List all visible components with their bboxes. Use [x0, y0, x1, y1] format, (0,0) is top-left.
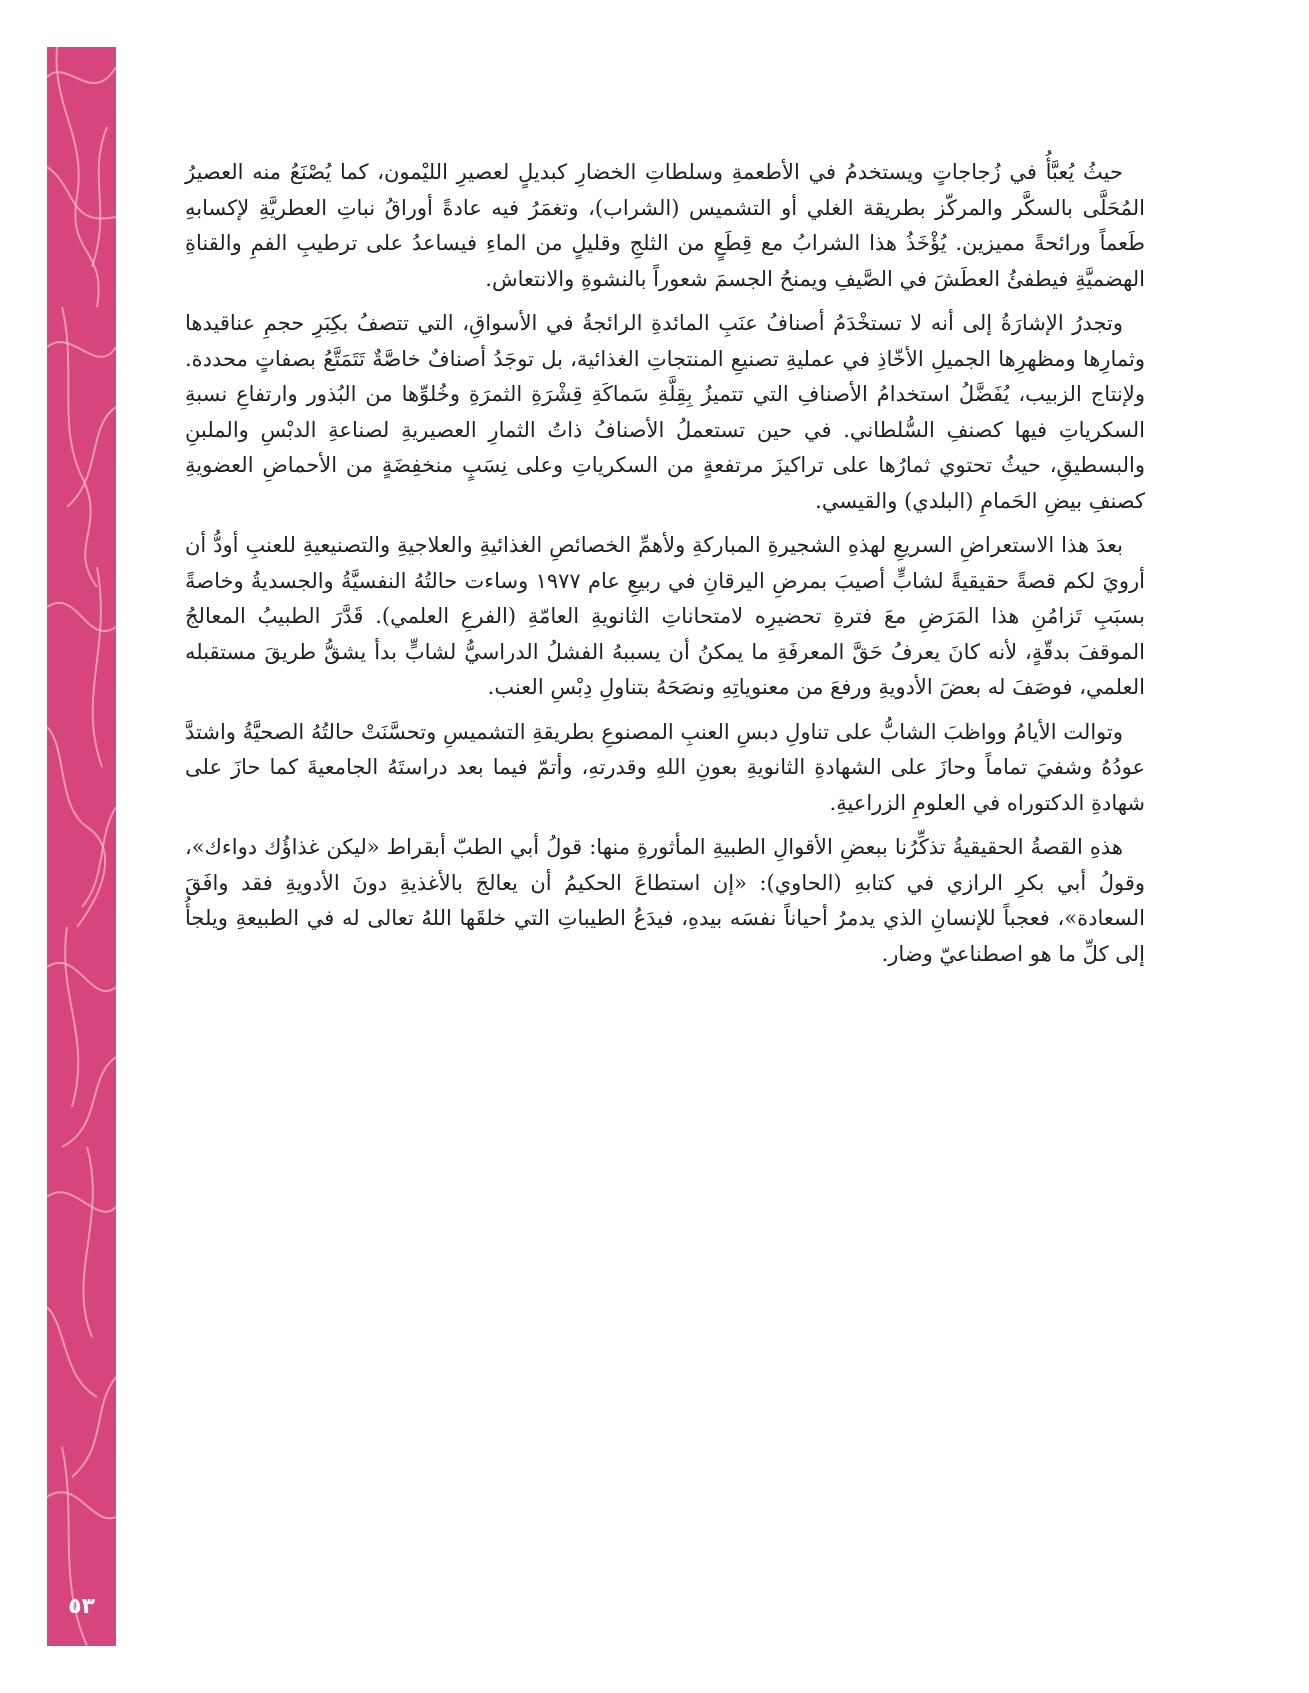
scribble-pattern-icon — [47, 47, 116, 1646]
decorative-side-band — [47, 47, 116, 1646]
page-number: ٥٣ — [68, 1594, 95, 1619]
paragraph-recovery: وتوالت الأيامُ وواظبَ الشابُّ على تناولِ دبسِ العنبِ المصنوعِ بطريقةِ التشميسِ وتحسَّنَتْ حالتُهُ الصحيَّةُ واشتدَّ عودُهُ وشفيَ تماماً وحازَ على الشهادةِ الثانويةِ بعونِ اللهِ وقدرتهِ، وأتمّ فيما بعد دراستَهُ الجامعيةَ كما حازَ على شهادةِ الدكتوراه في العلومِ الزراعيةِ. — [185, 719, 1145, 815]
paragraph-medical-sayings: هذهِ القصةُ الحقيقيةُ تذكِّرُنا ببعضِ الأقوالِ الطبيةِ المأثورةِ منها: قولُ أبي الطبّ أبقراط «ليكن غذاؤُك دواءك»، وقولُ أبي بكرِ الرازي في كتابهِ (الحاوي): «إن استطاعَ الحكيمُ أن يعالجَ بالأغذيةِ دونَ الأدويةِ فقد وافَقَ السعادة»، فعجباً للإنسانِ الذي يدمرُ أحياناً نفسَه بيدهِ، فيدَعُ الطيباتِ التي خلقَها اللهُ تعالى له في الطبيعةِ ويلجأُ إلى كلِّ ما هو اصطناعيّ وضار. — [185, 835, 1145, 966]
paragraph-patient-story: بعدَ هذا الاستعراضِ السريعِ لهذهِ الشجيرةِ المباركةِ ولأهمِّ الخصائصِ الغذائيةِ والعلاجيةِ والتصنيعيةِ للعنبِ أودُّ أن أرويَ لكم قصةً حقيقيةً لشابٍّ أصيبَ بمرضِ اليرقانِ في ربيعِ عام ١٩٧٧ وساءت حالتُهُ النفسيَّةُ والجسديةُ وخاصةً بسبَبِ تَزامُنِ هذا المَرَضِ معَ فترةِ تحضيرِه لامتحاناتِ الثانويةِ العامّةِ (الفرعِ العلمي). قَدَّرَ الطبيبُ المعالجُ الموقفَ بدقّةٍ، لأنه كانَ يعرفُ حَقَّ المعرفَةِ ما يمكنُ أن يسببهُ الفشلُ الدراسيُّ لشابٍّ بدأ يشقُّ طريقَ مستقبله العلمي، فوصَفَ له بعضَ الأدويةِ ورفعَ من معنوياتِهِ ونصَحَهُ بتناولِ دِبْسِ العنب. — [185, 533, 1145, 699]
paragraph-grape-syrup: حيثُ يُعبَّأُ في زُجاجاتٍ ويستخدمُ في الأطعمةِ وسلطاتِ الخضارِ كبديلٍ لعصيرِ الليْمون، كما يُصْنَعُ منه العصيرُ المُحَلَّى بالسكَّر والمركّز بطريقة الغلي أو التشميس (الشراب)، وتغمَرُ فيه عادةً أوراقُ نباتِ العطريَّةِ لإكسابهِ طَعماً ورائحةً مميزين. يُؤْخَذُ هذا الشرابُ مع قِطَعٍ من الثلجِ وقليلٍ من الماءِ فيساعدُ على ترطيبِ الفمِ والقناةِ الهضميَّةِ فيطفئُ العطَشَ في الصَّيفِ ويمنحُ الجسمَ شعوراً بالنشوةِ والانتعاش. — [185, 160, 1145, 291]
paragraph-grape-varieties: وتجدرُ الإشارَةُ إلى أنه لا تستخْدَمُ أصنافُ عنَبِ المائدةِ الرائجةُ في الأسواقِ، التي تتصفُ بكِبَرِ حجمِ عناقيدها وثمارِها ومظهرِها الجميلِ الأخّاذِ في عمليةِ تصنيعِ المنتجاتِ الغذائية، بل توجَدُ أصنافٌ خاصَّةٌ تَتَمَتَّعُ بصفاتٍ محددة. ولإنتاج الزبيب، يُفَضَّلُ استخدامُ الأصنافِ التي تتميزُ بِقِلَّةِ سَماكَةِ قِشْرَةِ الثمرَةِ وخُلوِّها من البُذور وارتفاعِ نسبةِ السكرياتِ فيها كصنفِ السُّلطاني. في حين تستعملُ الأصنافُ ذاتُ الثمارِ العصيريةِ لصناعةِ الدبْسِ والملبنِ والبسطيقِ، حيثُ تحتوي ثمارُها على تراكيزَ مرتفعةٍ من السكرياتِ وعلى نِسَبٍ منخفِضَةٍ من الأحماضِ العضويةِ كصنفِ بيضِ الحَمامِ (البلدي) والقيسي. — [185, 311, 1145, 513]
article-body — [185, 155, 1145, 981]
